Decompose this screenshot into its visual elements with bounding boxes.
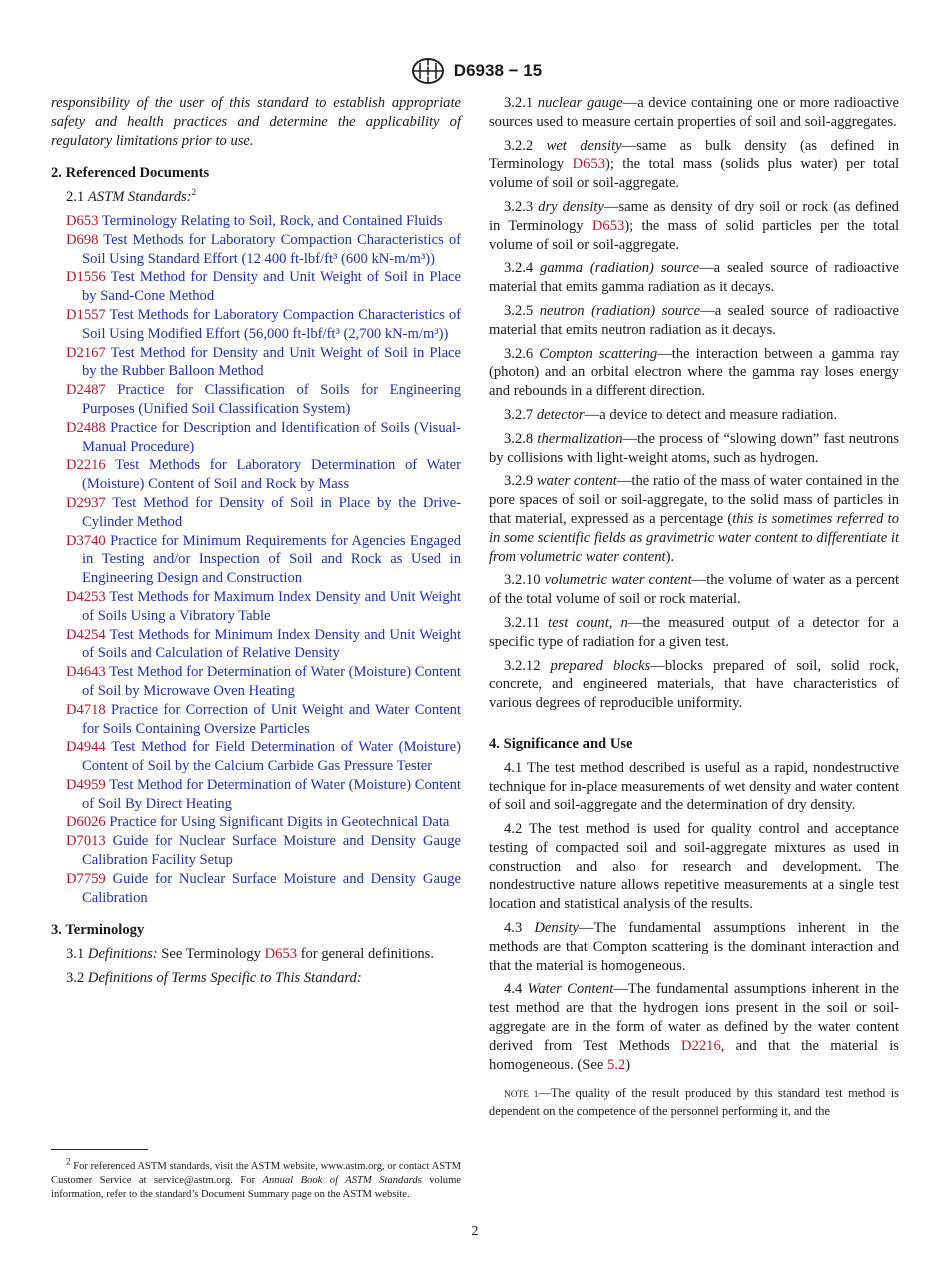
reference-item	[51, 456, 461, 494]
astm-logo-icon	[408, 57, 448, 85]
left-column	[51, 94, 461, 993]
reference-title: Terminology Relating to Soil, Rock, and Contained Fluids	[101, 212, 443, 229]
reference-code-link[interactable]: D698	[66, 231, 99, 248]
definition-term: Compton scattering	[539, 345, 658, 362]
definition-term: test count, n	[548, 614, 628, 631]
footnote: $^2$ For referenced ASTM standards, visit the ASTM website, www.astm.org, or contact ASTM Customer Service at service@astm.org. For Annual Book of ASTM Standards volume information, refer to the standard’s Document Summary page on the ASTM website.	[51, 1156, 462, 1201]
reference-item	[51, 212, 461, 231]
reference-title: Practice for Description and Identification of Soils (Visual-Manual Procedure)	[82, 419, 462, 455]
reference-title: Test Methods for Maximum Index Density and Unit Weight of Soils Using a Vibratory Table	[82, 588, 462, 624]
reference-item	[51, 588, 461, 626]
reference-code-link[interactable]: D4718	[66, 701, 106, 718]
link-5-2[interactable]: 5.2	[606, 1056, 626, 1073]
reference-item	[51, 776, 461, 814]
reference-title: Test Methods for Laboratory Compaction Characteristics of Soil Using Standard Effort (12 400 ft-lbf/ft³ (600 kN-m/m³))	[82, 231, 461, 267]
reference-title: Practice for Classification of Soils for Engineering Purposes (Unified Soil Classification System)	[82, 382, 461, 417]
reference-title: Test Methods for Minimum Index Density and Unit Weight of Soils and Calculation of Relative Density	[82, 626, 461, 662]
section-2-heading: 2. Referenced Documents	[51, 165, 210, 182]
reference-code-link[interactable]: D2488	[66, 419, 106, 436]
reference-code-link[interactable]: D2487	[66, 382, 106, 399]
definition-item: 3.2.8 thermalization—the process of “slowing down” fast neutrons by collisions with light-weight atoms, such as hydrogen.	[489, 430, 899, 466]
definition-item: 3.2.10 volumetric water content—the volume of water as a percent of the total volume of soil or rock material.	[489, 572, 899, 608]
definition-item: 3.2.6 Compton scattering—the interaction between a gamma ray (photon) and an orbital electron where the gamma ray loses energy and rebounds in a different direction.	[489, 345, 899, 400]
definition-list	[489, 94, 899, 713]
note-1: NOTE 1—The quality of the result produced by this standard test method is dependent on the competence of the personnel performing it, and the	[489, 1086, 899, 1119]
reference-item	[51, 738, 461, 776]
definition-item: 3.2.3 dry density—same as density of dry soil or rock (as defined in Terminology D653); the mass of solid particles per the total volume of soil or soil-aggregate.	[489, 198, 900, 253]
designation-title: D6938 − 15	[453, 61, 543, 80]
definition-term: wet density	[546, 137, 622, 154]
definition-item: 3.2.5 neutron (radiation) source—a sealed source of radioactive material that emits neutron radiation as it decays.	[489, 302, 899, 338]
reference-code-link[interactable]: D2937	[66, 494, 106, 511]
reference-item	[51, 231, 461, 269]
section-4-1: 4.1 The test method described is useful as a rapid, nondestructive technique for in-place measurements of wet density and water content of soil and soil-aggregate and the determination of dry density.	[489, 759, 899, 814]
definition-item: 3.2.2 wet density—same as bulk density (as defined in Terminology D653); the total mass (solids plus water) per total volume of soil or soil-aggregate.	[489, 137, 899, 192]
definition-term: gamma (radiation) source	[540, 260, 700, 277]
reference-title: Test Method for Determination of Water (Moisture) Content of Soil By Direct Heating	[82, 776, 461, 812]
right-column	[489, 94, 899, 1125]
section-3-1: 3.1 Definitions: See Terminology D653 for general definitions.	[66, 946, 435, 963]
reference-item	[51, 381, 461, 419]
definition-term: detector	[536, 406, 585, 423]
intro-paragraph: responsibility of the user of this standard to establish appropriate safety and health practices and determine the applicability of regulatory limitations prior to use.	[51, 95, 461, 149]
definition-term: nuclear gauge	[537, 95, 623, 111]
reference-title: Test Methods for Laboratory Compaction Characteristics of Soil Using Modified Effort (56,000 ft-lbf/ft³ (2,700 kN-m/m³))	[82, 306, 461, 342]
reference-title: Test Method for Density and Unit Weight of Soil in Place by the Rubber Balloon Method	[82, 344, 462, 380]
definition-item: 3.2.7 detector—a device to detect and measure radiation.	[504, 406, 838, 423]
reference-title: Guide for Nuclear Surface Moisture and Density Gauge Calibration Facility Setup	[82, 833, 461, 869]
reference-code-link[interactable]: D2167	[66, 344, 106, 361]
reference-code-link[interactable]: D4944	[66, 739, 106, 756]
reference-title: Test Methods for Laboratory Determination of Water (Moisture) Content of Soil and Rock by Mass	[82, 457, 461, 493]
footnote-divider	[51, 1149, 148, 1150]
link-d653[interactable]: D653	[264, 946, 298, 963]
reference-title: Practice for Correction of Unit Weight and Water Content for Soils Containing Oversize Particles	[82, 701, 461, 737]
reference-code-link[interactable]: D4959	[66, 776, 106, 793]
reference-title: Practice for Using Significant Digits in Geotechnical Data	[109, 814, 450, 831]
reference-title: Test Method for Field Determination of Water (Moisture) Content of Soil by the Calcium Carbide Gas Pressure Tester	[82, 739, 461, 775]
reference-code-link[interactable]: D2216	[66, 457, 106, 474]
definition-term: volumetric water content	[544, 572, 692, 589]
reference-title: Test Method for Density of Soil in Place by the Drive-Cylinder Method	[82, 494, 461, 530]
definition-item: 3.2.1 nuclear gauge—a device containing one or more radioactive sources used to measure certain properties of soil and soil-aggregates.	[489, 95, 899, 130]
reference-code-link[interactable]: D653	[66, 212, 99, 229]
page-header	[0, 57, 950, 85]
reference-item	[51, 870, 461, 908]
reference-code-link[interactable]: D7013	[66, 833, 106, 850]
section-4-heading: 4. Significance and Use	[489, 735, 633, 752]
page-number: 2	[471, 1224, 479, 1239]
reference-code-link[interactable]: D1556	[66, 269, 106, 286]
reference-item	[51, 268, 461, 306]
reference-code-link[interactable]: D4254	[66, 626, 106, 643]
definition-item: 3.2.12 prepared blocks—blocks prepared of soil, solid rock, concrete, and engineered materials, that have characteristics of various degrees of reproducible uniformity.	[489, 657, 899, 712]
reference-title: Guide for Nuclear Surface Moisture and Density Gauge Calibration	[82, 870, 461, 906]
section-3-heading: 3. Terminology	[51, 922, 145, 939]
definition-term: prepared blocks	[550, 657, 651, 674]
definition-term: water content	[536, 473, 617, 490]
reference-item	[51, 701, 461, 739]
reference-list	[51, 212, 461, 907]
reference-title: Test Method for Density and Unit Weight of Soil in Place by Sand-Cone Method	[82, 269, 462, 305]
link-d653[interactable]: D653	[591, 217, 625, 234]
reference-item	[51, 832, 461, 870]
link-d653[interactable]: D653	[572, 156, 605, 173]
reference-item	[51, 532, 461, 588]
reference-item	[51, 306, 461, 344]
section-4-2: 4.2 The test method is used for quality control and acceptance testing of compacted soil and soil-aggregate mixtures as used in construction and also for research and development. The nondestructive nature allows repetitive measurements at a single test location and statistical analysis of the results.	[489, 821, 899, 913]
link-d2216[interactable]: D2216	[681, 1037, 721, 1054]
reference-code-link[interactable]: D4253	[66, 588, 106, 605]
reference-item	[51, 813, 461, 832]
section-3-2: 3.2 Definitions of Terms Specific to This Standard:	[66, 970, 362, 987]
definition-term: dry density	[538, 198, 604, 215]
reference-item	[51, 663, 461, 701]
section-4-3: 4.3 Density—The fundamental assumptions inherent in the methods are that Compton scattering is the dominant interaction and that the material is homogeneous.	[489, 920, 900, 974]
definition-item: 3.2.4 gamma (radiation) source—a sealed source of radioactive material that emits gamma radiation as it decays.	[489, 260, 899, 296]
reference-item	[51, 344, 461, 382]
definition-item: 3.2.11 test count, n—the measured output of a detector for a specific type of radiation for a given test.	[489, 614, 899, 650]
reference-code-link[interactable]: D1557	[66, 306, 106, 323]
section-4-4: 4.4 Water Content—The fundamental assumptions inherent in the test method are that the hydrogen ions present in the soil or soil-aggregate are in the form of water as defined by the water content derived from Test Methods D2216, and that the material is homogeneous. (See 5.2)	[489, 981, 899, 1073]
reference-code-link[interactable]: D6026	[66, 814, 106, 831]
reference-title: Practice for Minimum Requirements for Agencies Engaged in Testing and/or Inspection of Soil and Rock as Used in Engineering Design and Construction	[82, 532, 461, 587]
reference-code-link[interactable]: D4643	[66, 664, 106, 681]
reference-item	[51, 419, 461, 457]
section-2-1: 2.1 ASTM Standards:$^2$	[66, 187, 197, 206]
reference-title: Test Method for Determination of Water (Moisture) Content of Soil by Microwave Oven Heating	[82, 664, 461, 699]
reference-code-link[interactable]: D3740	[66, 532, 106, 549]
definition-term: thermalization	[537, 430, 623, 447]
reference-item	[51, 626, 461, 664]
definition-item: 3.2.9 water content—the ratio of the mass of water contained in the pore spaces of soil or soil-aggregate, to the solid mass of particles in that material, expressed as a percentage (this is sometimes referred to in some scientific fields as gravimetric water content to differentiate it from volumetric water content).	[489, 473, 899, 565]
reference-code-link[interactable]: D7759	[66, 870, 106, 887]
definition-term: neutron (radiation) source	[539, 302, 701, 319]
reference-item	[51, 494, 461, 532]
